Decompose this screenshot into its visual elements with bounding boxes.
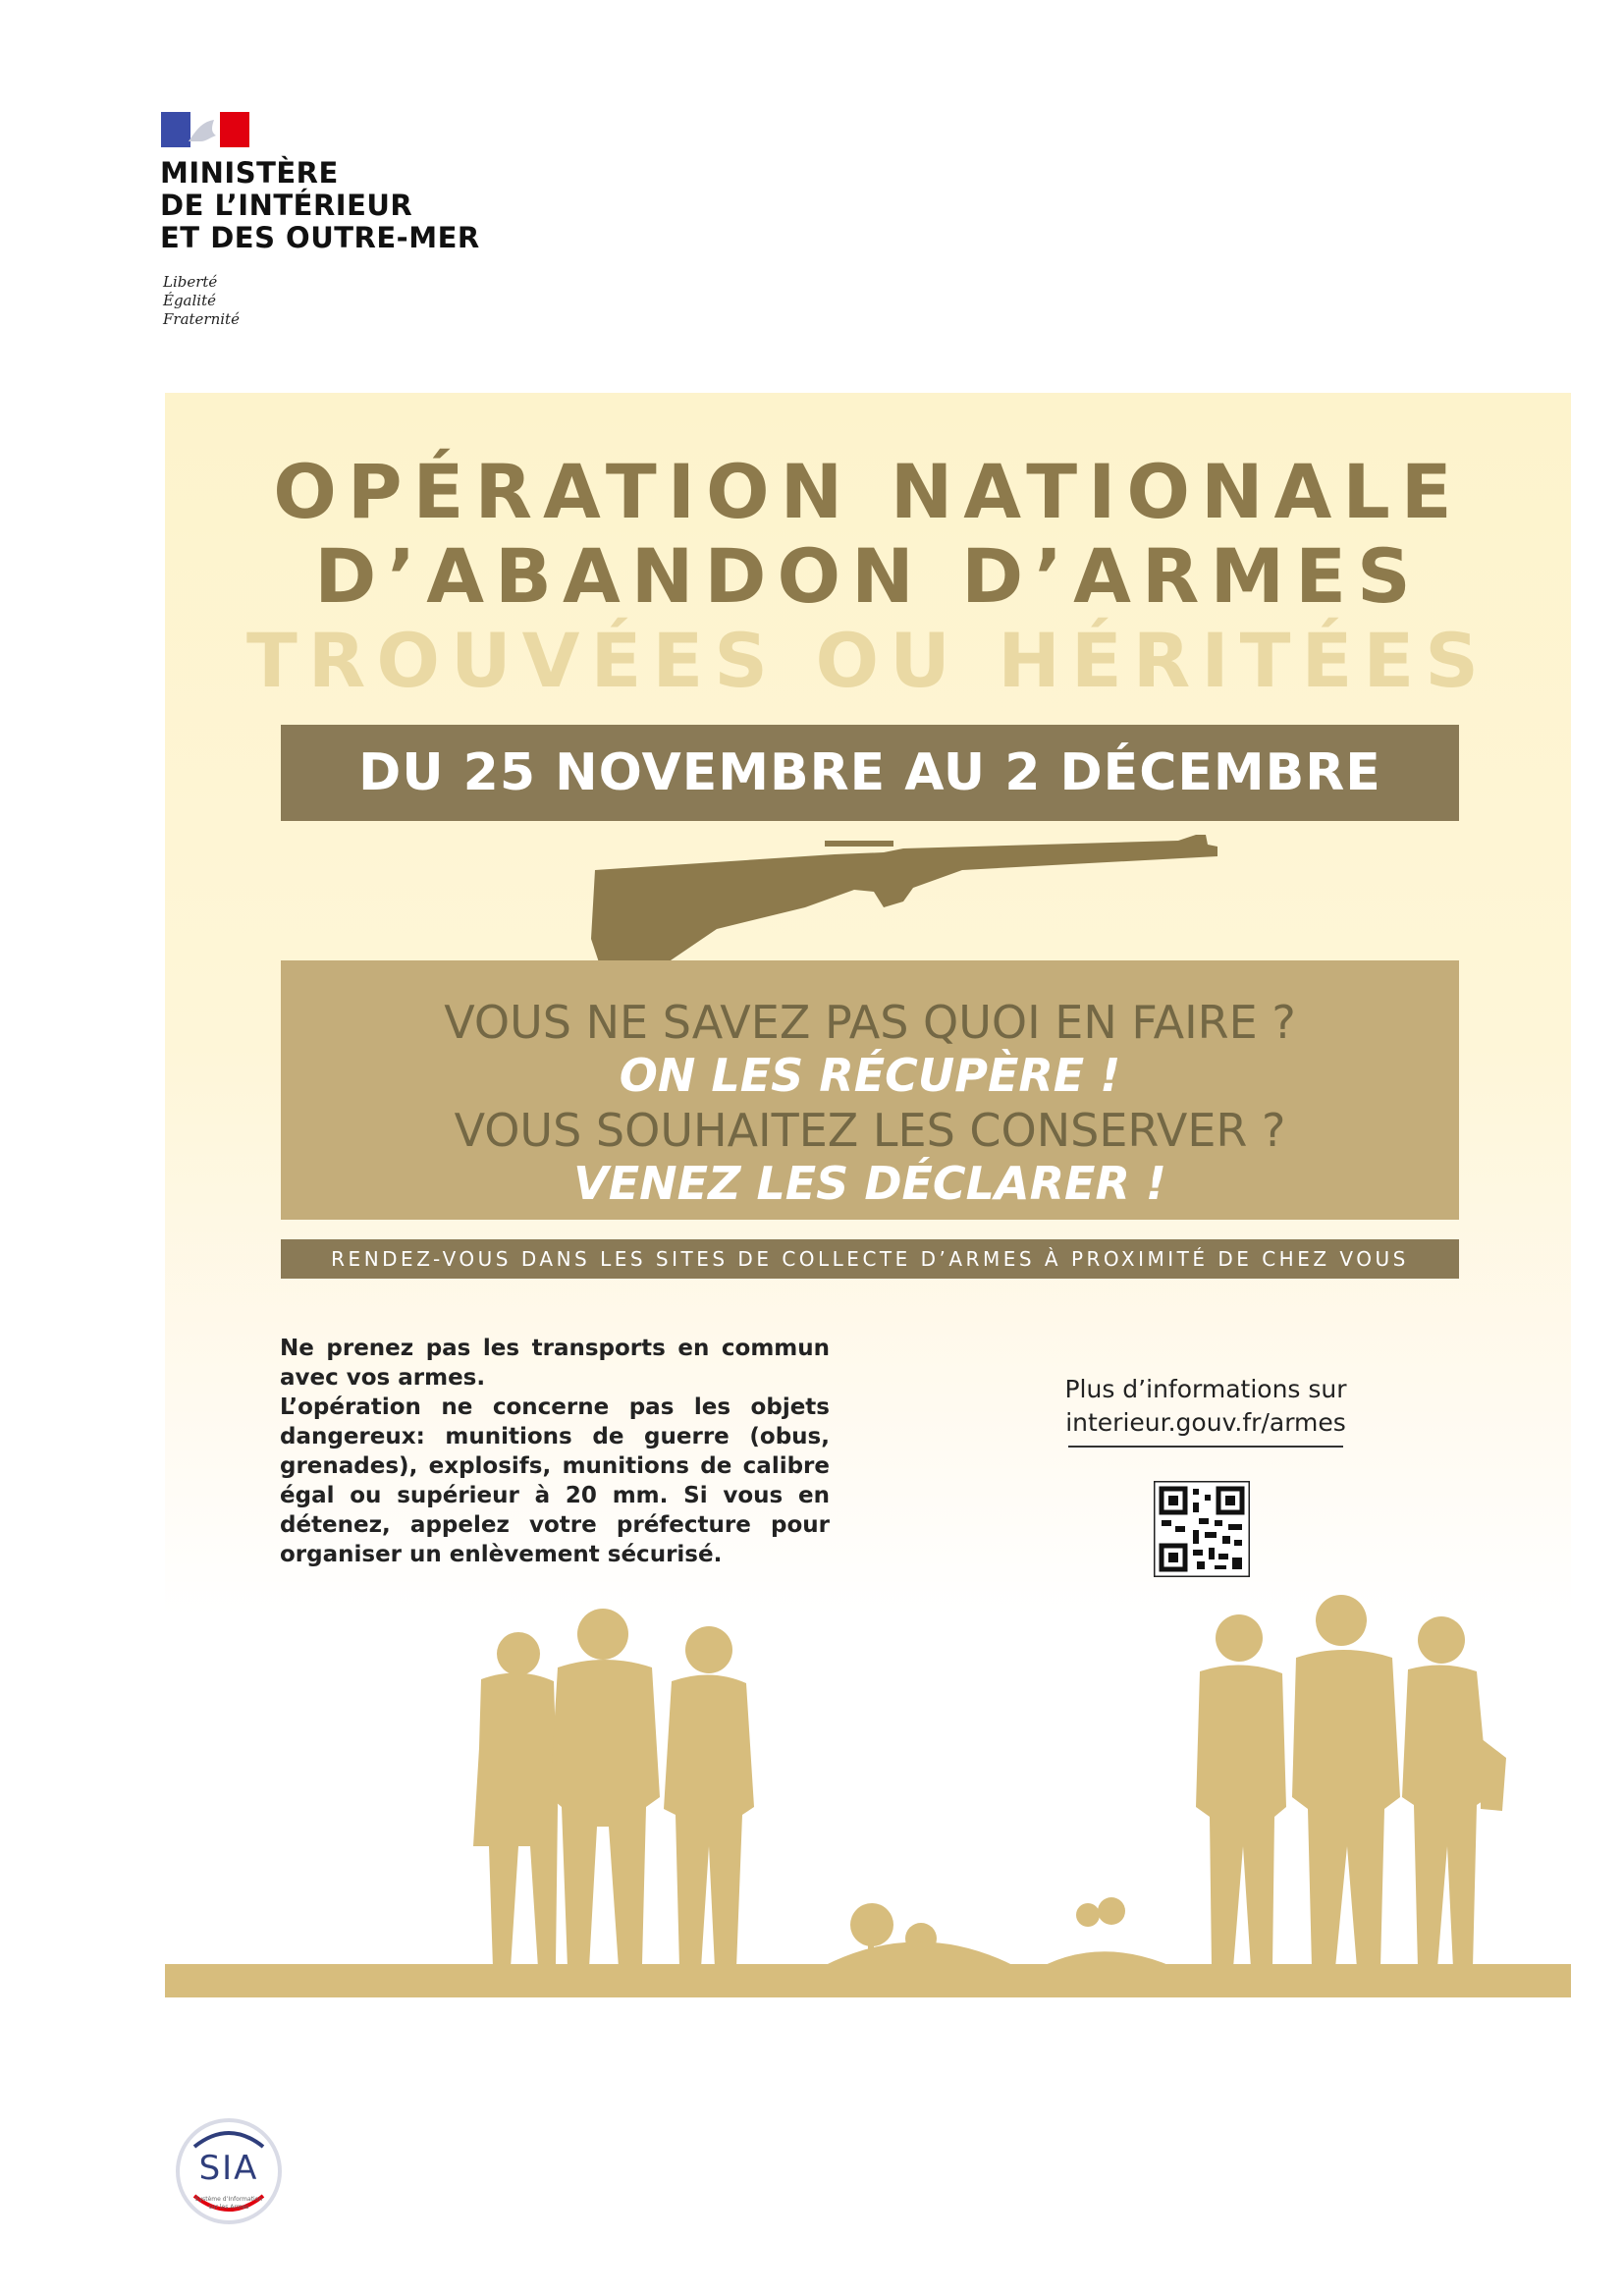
motto-line: Liberté [163, 273, 218, 291]
ministry-line: MINISTÈRE [160, 156, 339, 190]
dates-text: DU 25 NOVEMBRE AU 2 DÉCEMBRE [358, 743, 1381, 802]
question-line: VOUS NE SAVEZ PAS QUOI EN FAIRE ? [444, 996, 1296, 1049]
info-line: L’opération ne concerne pas les objets dangereux: munitions de guerre (obus, grenades), explosifs, munitions de calibre égal ou supérieur à 20 mm. Si vous en détenez, appelez votre préfecture pour organiser un enlèvement sécurisé. [280, 1394, 830, 1567]
more-info-label: Plus d’informations sur [1064, 1375, 1347, 1403]
motto-line: Fraternité [163, 310, 240, 328]
answer-line: ON LES RÉCUPÈRE ! [619, 1049, 1121, 1102]
ministry-line: DE L’INTÉRIEUR [160, 189, 413, 222]
poster-panel [165, 393, 1571, 2023]
ground-strip [165, 1964, 1571, 1997]
poster-title-line: D’ABANDON D’ARMES [314, 532, 1422, 620]
motto-line: Égalité [163, 292, 216, 309]
dates-banner [281, 725, 1459, 821]
rendezvous-banner [281, 1239, 1459, 1279]
ministry-line: ET DES OUTRE-MER [160, 221, 480, 254]
rendezvous-text: RENDEZ-VOUS DANS LES SITES DE COLLECTE D’ARMES À PROXIMITÉ DE CHEZ VOUS [331, 1247, 1409, 1271]
rifle-icon [589, 831, 1217, 968]
marianne-flag-logo [161, 112, 249, 147]
sia-label: SIA [198, 2149, 259, 2188]
answer-line: VENEZ LES DÉCLARER ! [573, 1157, 1166, 1210]
sia-subtitle: Système d’Information sur les Armes [194, 2196, 263, 2211]
info-line: Ne prenez pas les transports en commun avec vos armes. [280, 1336, 830, 1391]
poster-subtitle-line: TROUVÉES OU HÉRITÉES [245, 617, 1490, 704]
republic-motto [163, 273, 240, 329]
question-box [281, 960, 1459, 1220]
info-paragraph [280, 1334, 830, 1569]
question-line: VOUS SOUHAITEZ LES CONSERVER ? [454, 1104, 1286, 1157]
ministry-name [160, 157, 480, 254]
poster-title-line: OPÉRATION NATIONALE [273, 448, 1463, 535]
people-silhouettes-illustration [165, 1552, 1571, 2023]
link-underline [1068, 1446, 1343, 1448]
more-info-link[interactable]: interieur.gouv.fr/armes [1065, 1408, 1346, 1437]
